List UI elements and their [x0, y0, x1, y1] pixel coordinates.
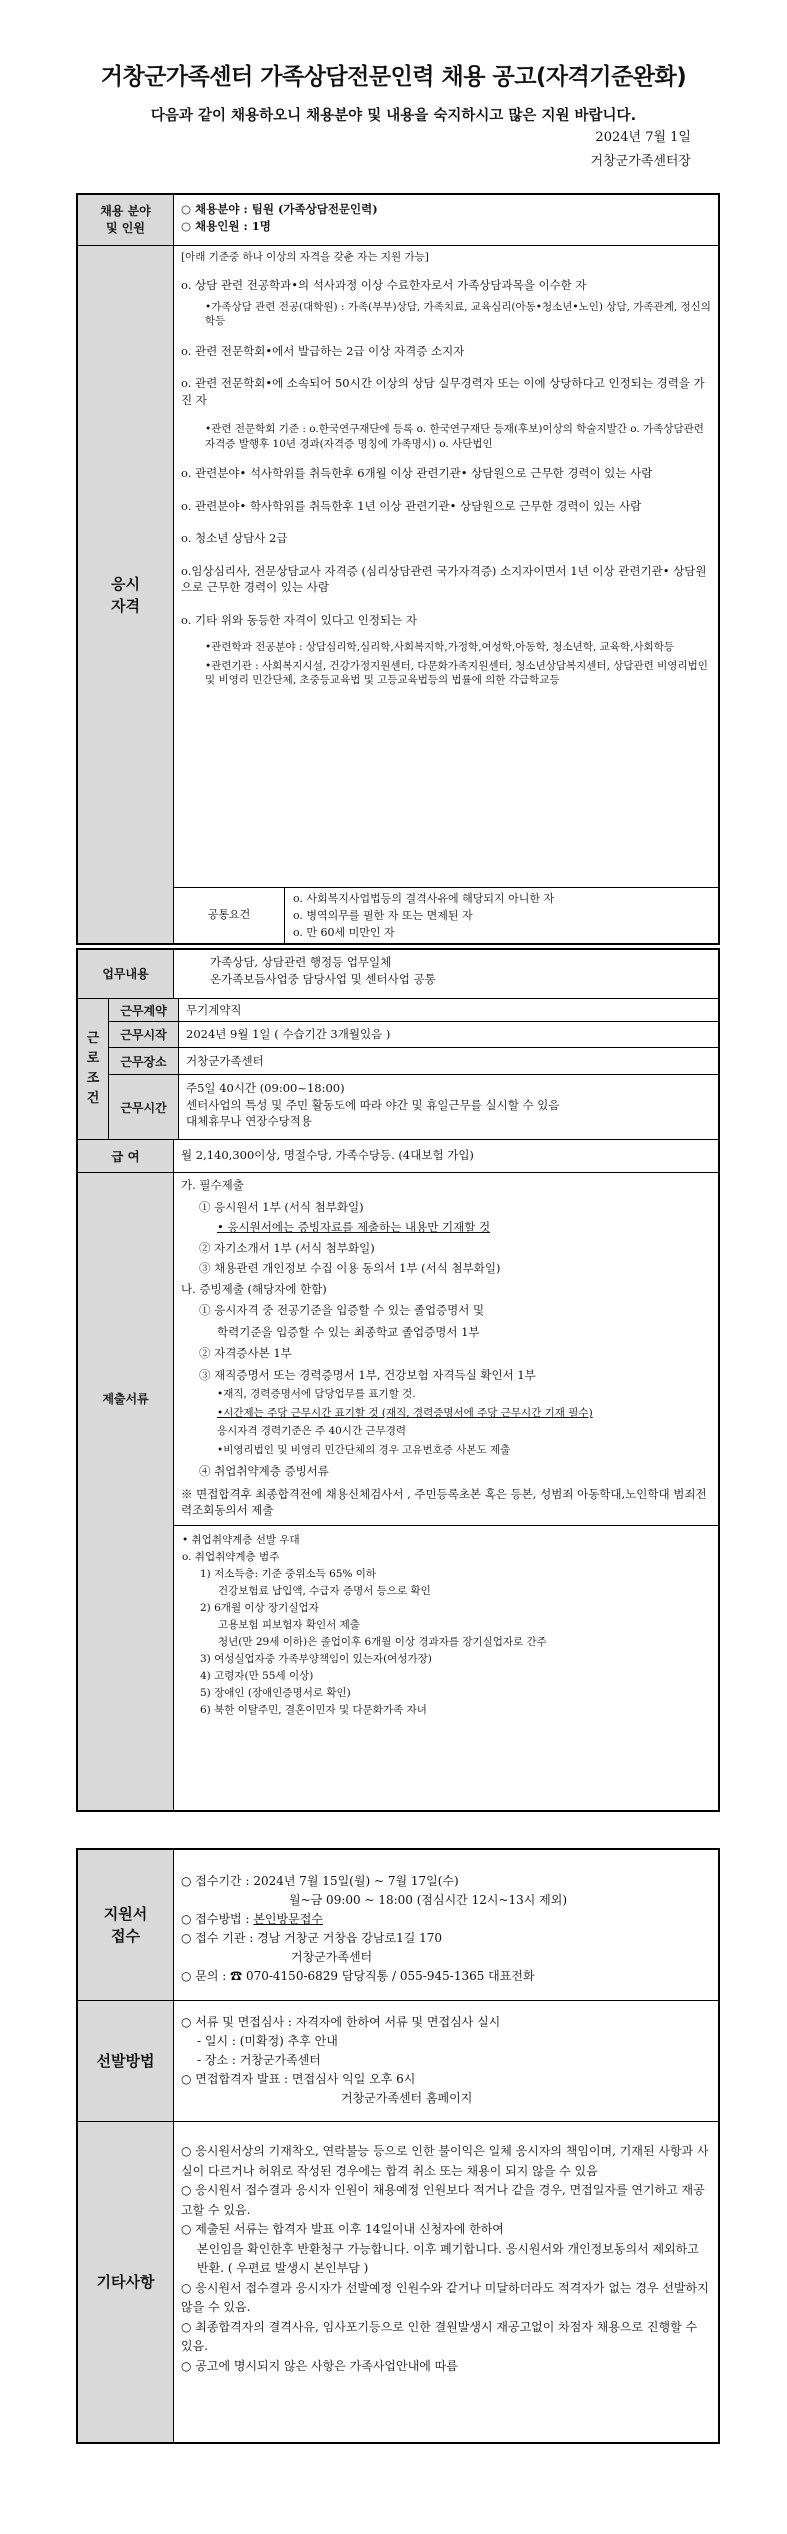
etc-item: ○ 최종합격자의 결격사유, 임사포기등으로 인한 결원발생시 재공고없이 차점자 채용으로 진행할 수 있음. [181, 2319, 698, 2353]
doc-note-experience: 응시자격 경력기준은 주 40시간 근무경력 [217, 1425, 406, 1437]
contract-label: 근무계약 [109, 999, 179, 1021]
place-row [109, 1048, 718, 1075]
q5: o. 관련분야• 학사학위를 취득한후 1년 이상 관련기관• 상담원으로 근무한 경력이 있는 사람 [181, 498, 642, 513]
q-intro: [아래 기준중 하나 이상의 자격을 갖춘 자는 지원 가능] [181, 251, 429, 263]
selection-label: 선발방법 [78, 2001, 174, 2121]
doc-license: ② 자격증사본 1부 [199, 1346, 292, 1360]
documents-label: 제출서류 [78, 1173, 174, 1810]
sel-place: - 장소 : 거창군가족센터 [197, 2053, 321, 2067]
apply-place: ○ 접수 기관 : 경남 거창군 거창읍 강남로1길 170 [181, 1931, 443, 1945]
doc-application: ① 응시원서 1부 (서식 첨부화일) [199, 1199, 364, 1214]
vulnerable-item: 건강보험료 납입액, 수급자 증명서 등으로 확인 [218, 1584, 431, 1597]
vulnerable-item: 5) 장애인 (장애인증명서로 확인) [200, 1686, 351, 1699]
vulnerable-item: 1) 저소득층: 기준 중위소득 65% 이하 [200, 1567, 377, 1580]
recruit-count-line: ○ 채용인원 : 1명 [181, 218, 271, 233]
doc-employment-cert: ③ 재직증명서 또는 경력증명서 1부, 건강보험 자격득실 확인서 1부 [199, 1367, 536, 1382]
duty-1: 가족상담, 상담관련 행정등 업무일체 [210, 955, 392, 969]
recruit-field-label: 채용 분야 및 인원 [78, 195, 174, 245]
q4: o. 관련분야• 석사학위를 취득한후 6개월 이상 관련기관• 상담원으로 근무한 경력이 있는 사람 [181, 466, 653, 480]
start-value: 2024년 9월 1일 ( 수습기간 3개월있음 ) [186, 1027, 391, 1041]
notice-date: 2024년 7월 1일 [595, 130, 691, 145]
q7: o.임상심리사, 전문상담교사 자격증 (심리상담관련 국가자격증) 소지자이면서 1년 이상 관련기관• 상담원으로 근무한 경력이 있는 사람 [181, 563, 707, 594]
documents-row [78, 1173, 718, 1810]
q8-sub1: •관련학과 전공분야 : 상담심리학,심리학,사회복지학,가정학,여성학,아동학, 청소년학, 교육학,사회학등 [205, 641, 674, 653]
apply-contact: ○ 문의 : ☎ 070-4150-6829 담당직통 / 055-945-1365 대표전화 [181, 1969, 535, 1983]
docs-proof-title: 나. 증빙제출 (해당자에 한함) [181, 1281, 327, 1296]
q8-sub2: •관련기관 : 사회복지시설, 건강가정지원센터, 다문화가족지원센터, 청소년상담복지센터, 상담관련 비영리법인 및 비영리 민간단체, 초중등교육법 및 고등교육법등의 법률에 의한 각급학교등 [205, 659, 708, 686]
sel-announce: ○ 면접합격자 발표 : 면접심사 익일 오후 6시 [181, 2072, 416, 2086]
pay-label: 급 여 [78, 1140, 174, 1172]
sel-review: ○ 서류 및 면접심사 : 자격자에 한하여 서류 및 면접심사 실시 [181, 2015, 501, 2029]
apply-period: ○ 접수기간 : 2024년 7월 15일(월) ~ 7월 17일(수) [181, 1874, 459, 1888]
doc-note-duty: •재직, 경력증명서에 담당업무를 표기할 것. [217, 1388, 416, 1400]
etc-item: ○ 응시원서 접수결과 응시자 인원이 채용예정 인원보다 적거나 같을 경우, 면접일자를 연기하고 재공고할 수 있음. [181, 2183, 705, 2217]
documents-content [174, 1173, 718, 1810]
doc-diploma: ① 응시자격 중 전공기준을 입증할 수 있는 졸업증명서 및 [199, 1303, 485, 1317]
apply-hours: 월~금 09:00 ~ 18:00 (점심시간 12시~13시 제외) [289, 1893, 568, 1907]
etc-item: ○ 응시원서 접수결과 응시자가 선발예정 인원수와 같거나 미달하더라도 적격자가 없는 경우 선발하지 않을 수 있음. [181, 2280, 709, 2314]
hours-label: 근무시간 [109, 1075, 179, 1139]
etc-item: 본인임을 확인한후 반환청구 가능합니다. 이후 폐기합니다. 응시원서와 개인정보동의서 제외하고 반환. ( 우편료 발생시 본인부담 ) [197, 2241, 699, 2275]
duty-content [174, 950, 718, 998]
vulnerable-item: 2) 6개월 이상 장기실업자 [200, 1601, 319, 1614]
application-content [174, 1850, 718, 2000]
qualification-label: 응시 자격 [78, 246, 174, 943]
q6: o. 청소년 상담사 2급 [181, 531, 288, 545]
etc-item: ○ 응시원서상의 기재착오, 연락불능 등으로 인한 불이익은 일체 응시자의 책임이며, 기재된 사항과 사실이 다르거나 허위로 작성된 경우에는 합격 취소 또는 채용이 되지 않을 수 있음 [181, 2144, 709, 2178]
page-subtitle: 다음과 같이 채용하오니 채용분야 및 내용을 숙지하시고 많은 지원 바랍니다. [150, 108, 637, 124]
qualification-table [76, 193, 720, 945]
vulnerable-item: 6) 북한 이탈주민, 결혼이민자 및 다문화가족 자녀 [200, 1703, 427, 1716]
q3-sub: •관련 전문학회 기준 : o.한국연구재단에 등록 o. 한국연구재단 등재(후보)이상의 학술지발간 o. 가족상담관련 자격증 발행후 10년 경과(자격증 명칭에 가족명시) o. 사단법인 [205, 423, 704, 450]
pay-row [78, 1140, 718, 1173]
pay-value: 월 2,140,300이상, 명절수당, 가족수당등. (4대보험 가입) [181, 1148, 474, 1162]
common-list [285, 888, 718, 943]
vulnerable-item: 고용보험 피보험자 확인서 제출 [218, 1618, 360, 1631]
recruit-field-content [174, 195, 718, 245]
qualification-content [174, 246, 718, 943]
vulnerable-group-box [174, 1525, 718, 1725]
doc-note-nonprofit: •비영리법인 및 비영리 민간단체의 경우 고유번호증 사본도 제출 [217, 1444, 511, 1456]
sel-date: - 일시 : (미확정) 추후 안내 [197, 2034, 338, 2048]
start-label: 근무시작 [109, 1022, 179, 1047]
duty-row [78, 950, 718, 999]
contract-row [109, 999, 718, 1022]
etc-content [174, 2122, 718, 2442]
vulnerable-item: 3) 여성실업자중 가족부양책임이 있는자(여성가장) [200, 1652, 432, 1665]
selection-row [78, 2001, 718, 2122]
application-table [76, 1848, 720, 2444]
q8: o. 기타 위와 동등한 자격이 있다고 인정되는 자 [181, 612, 417, 627]
doc-note-parttime: •시간제는 주당 근무시간 표기할 것 (재직, 경력증명서에 주당 근무시간 기재 필수) [217, 1407, 593, 1419]
recruit-field-line: ○ 채용분야 : 팀원 (가족상담전문인력) [181, 202, 378, 216]
common-item: o. 사회복지사업법등의 결격사유에 해당되지 아니한 자 [293, 892, 555, 905]
application-row [78, 1850, 718, 2001]
common-item: o. 병역의무를 필한 자 또는 면제된 자 [293, 909, 473, 922]
duty-label: 업무내용 [78, 950, 174, 998]
notice-org: 거창군가족센터장 [590, 154, 691, 169]
vulnerable-priority: • 취업취약계층 선발 우대 [182, 1533, 300, 1546]
vulnerable-categories: o. 취업취약계층 범주 [182, 1550, 280, 1563]
work-conditions-label: 근로조건 [78, 999, 109, 1139]
docs-required-title: 가. 필수제출 [181, 1178, 244, 1192]
etc-item: ○ 제출된 서류는 합격자 발표 이후 14일이내 신청자에 한하여 [181, 2222, 504, 2236]
place-value: 거창군가족센터 [186, 1054, 264, 1068]
recruit-field-row [78, 195, 718, 246]
selection-content [174, 2001, 718, 2121]
application-label: 지원서 접수 [78, 1850, 174, 2000]
q3: o. 관련 전문학회•에 소속되어 50시간 이상의 상담 실무경력자 또는 이에 상당하다고 인정되는 경력을 가진 자 [181, 376, 705, 407]
doc-vulnerable-proof: ④ 취업취약계층 증빙서류 [199, 1464, 329, 1478]
doc-diploma-2: 학력기준을 입증할 수 있는 최종학교 졸업증명서 1부 [217, 1324, 480, 1339]
work-conditions-group [78, 999, 718, 1140]
common-item: o. 만 60세 미만인 자 [293, 926, 395, 939]
etc-item: ○ 공고에 명시되지 않은 사항은 가족사업안내에 따름 [181, 2358, 458, 2373]
hours-value: 주5일 40시간 (09:00~18:00) 센터사업의 특성 및 주민 활동도에 따라 야간 및 휴일근무를 실시할 수 있음 대체휴무나 연장수당적용 [186, 1081, 560, 1128]
work-conditions-table [76, 948, 720, 1812]
apply-place-2: 거창군가족센터 [291, 1950, 373, 1964]
hours-row [109, 1075, 718, 1139]
q1: o. 상담 관련 전공학과•의 석사과정 이상 수료한자로서 가족상담과목을 이수한 자 [181, 278, 587, 292]
common-label: 공통요건 [174, 888, 285, 943]
q2: o. 관련 전문학회•에서 발급하는 2급 이상 자격증 소지자 [181, 343, 465, 358]
doc-privacy-consent: ③ 채용관련 개인정보 수집 이용 동의서 1부 (서식 첨부화일) [199, 1261, 501, 1275]
vulnerable-item: 4) 고령자(만 55세 이상) [200, 1669, 314, 1682]
q1-sub: •가족상담 관련 전공(대학원) : 가족(부부)상담, 가족치료, 교육심리(아동•청소년•노인) 상담, 가족관계, 정신의학등 [205, 300, 711, 327]
place-label: 근무장소 [109, 1048, 179, 1074]
contract-value: 무기계약직 [186, 1003, 242, 1017]
sel-announce-2: 거창군가족센터 홈페이지 [341, 2091, 473, 2105]
apply-method: ○ 접수방법 : 본인방문접수 [181, 1912, 323, 1926]
start-row [109, 1022, 718, 1048]
etc-row [78, 2122, 718, 2442]
etc-label: 기타사항 [78, 2122, 174, 2442]
qualification-row [78, 246, 718, 943]
duty-2: 온가족보듬사업중 담당사업 및 센터사업 공통 [210, 971, 436, 986]
docs-final-note: ※ 면접합격후 최종합격전에 채용신체검사서 , 주민등록초본 혹은 등본, 성범죄 아동학대,노인학대 범죄전력조회동의서 제출 [181, 1486, 707, 1517]
page-title: 거창군가족센터 가족상담전문인력 채용 공고(자격기준완화) [100, 64, 687, 90]
common-requirements [174, 887, 718, 943]
apply-method-value: 본인방문접수 [253, 1912, 323, 1926]
doc-application-note: • 응시원서에는 증빙자료를 제출하는 내용만 기재할 것 [217, 1220, 491, 1234]
vulnerable-item: 청년(만 29세 이하)은 졸업이후 6개월 이상 경과자를 장기실업자로 간주 [218, 1635, 547, 1648]
doc-self-intro: ② 자기소개서 1부 (서식 첨부화일) [199, 1240, 375, 1255]
